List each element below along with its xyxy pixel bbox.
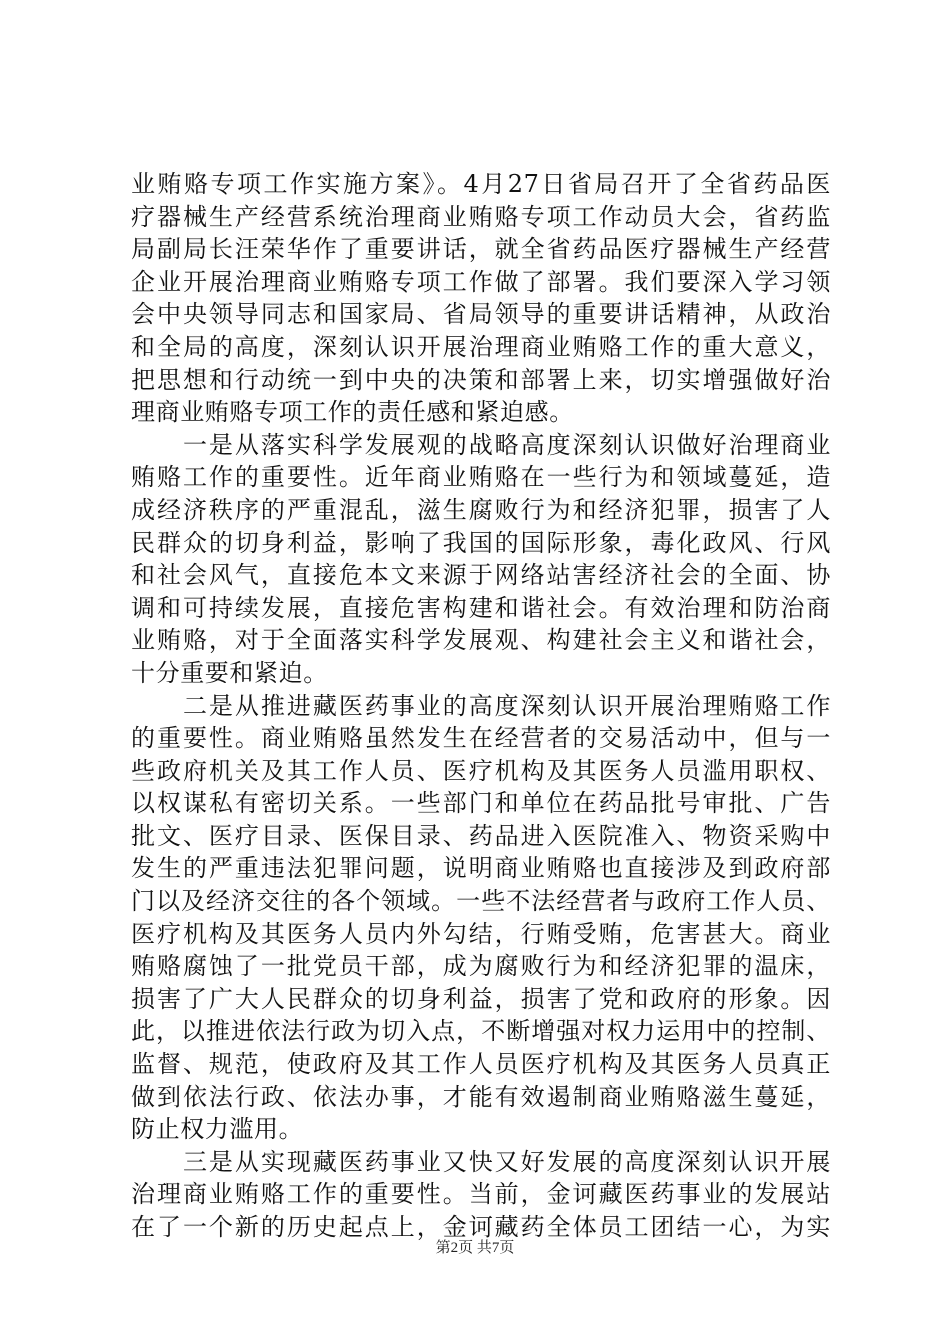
body-text xyxy=(131,168,831,1244)
text-line: 的重要性。商业贿赂虽然发生在经营者的交易活动中，但与一 xyxy=(131,724,831,753)
text-line: 业贿赂专项工作实施方案》。4月27日省局召开了全省药品医 xyxy=(131,170,831,198)
text-line: 疗器械生产经营系统治理商业贿赂专项工作动员大会，省药监 xyxy=(131,202,831,231)
text-line: 监督、规范，使政府及其工作人员医疗机构及其医务人员真正 xyxy=(131,1050,831,1079)
text-line: 发生的严重违法犯罪问题，说明商业贿赂也直接涉及到政府部 xyxy=(131,854,831,883)
text-line: 企业开展治理商业贿赂专项工作做了部署。我们要深入学习领 xyxy=(131,267,831,296)
text-line: 会中央领导同志和国家局、省局领导的重要讲话精神，从政治 xyxy=(131,300,831,329)
text-line: 些政府机关及其工作人员、医疗机构及其医务人员滥用职权、 xyxy=(131,756,831,785)
text-line: 二是从推进藏医药事业的高度深刻认识开展治理贿赂工作 xyxy=(131,691,831,720)
text-line: 三是从实现藏医药事业又快又好发展的高度深刻认识开展 xyxy=(131,1147,831,1176)
text-line: 损害了广大人民群众的切身利益，损害了党和政府的形象。因 xyxy=(131,984,831,1013)
text-line: 做到依法行政、依法办事，才能有效遏制商业贿赂滋生蔓延， xyxy=(131,1082,831,1111)
text-line: 民群众的切身利益，影响了我国的国际形象，毒化政风、行风 xyxy=(131,528,831,557)
text-line: 在了一个新的历史起点上，金诃藏药全体员工团结一心，为实 xyxy=(131,1213,831,1241)
text-line: 调和可持续发展，直接危害构建和谐社会。有效治理和防治商 xyxy=(131,593,831,622)
paragraph-last-line: 防止权力滥用。 xyxy=(131,1115,304,1144)
text-line: 业贿赂，对于全面落实科学发展观、构建社会主义和谐社会， xyxy=(131,626,831,655)
text-line: 和社会风气，直接危本文来源于网络站害经济社会的全面、协 xyxy=(131,561,831,590)
text-line: 一是从落实科学发展观的战略高度深刻认识做好治理商业 xyxy=(131,430,831,459)
text-line: 贿赂工作的重要性。近年商业贿赂在一些行为和领域蔓延，造 xyxy=(131,463,831,492)
text-line: 成经济秩序的严重混乱，滋生腐败行为和经济犯罪，损害了人 xyxy=(131,495,831,524)
paragraph-last-line: 理商业贿赂专项工作的责任感和紧迫感。 xyxy=(131,398,574,427)
text-line: 门以及经济交往的各个领域。一些不法经营者与政府工作人员、 xyxy=(131,887,831,916)
text-line: 局副局长汪荣华作了重要讲话，就全省药品医疗器械生产经营 xyxy=(131,235,831,264)
text-line: 批文、医疗目录、医保目录、药品进入医院准入、物资采购中 xyxy=(131,821,831,850)
text-line: 把思想和行动统一到中央的决策和部署上来，切实增强做好治 xyxy=(131,365,831,394)
text-line: 治理商业贿赂工作的重要性。当前，金诃藏医药事业的发展站 xyxy=(131,1180,831,1209)
text-line: 此，以推进依法行政为切入点，不断增强对权力运用中的控制、 xyxy=(131,1017,831,1046)
text-line: 医疗机构及其医务人员内外勾结，行贿受贿，危害甚大。商业 xyxy=(131,919,831,948)
text-line: 和全局的高度，深刻认识开展治理商业贿赂工作的重大意义， xyxy=(131,332,831,361)
paragraph-last-line: 十分重要和紧迫。 xyxy=(131,658,328,687)
text-line: 贿赂腐蚀了一批党员干部，成为腐败行为和经济犯罪的温床， xyxy=(131,952,831,981)
text-line: 以权谋私有密切关系。一些部门和单位在药品批号审批、广告 xyxy=(131,789,831,818)
page-footer: 第2页 共7页 xyxy=(435,1240,515,1256)
